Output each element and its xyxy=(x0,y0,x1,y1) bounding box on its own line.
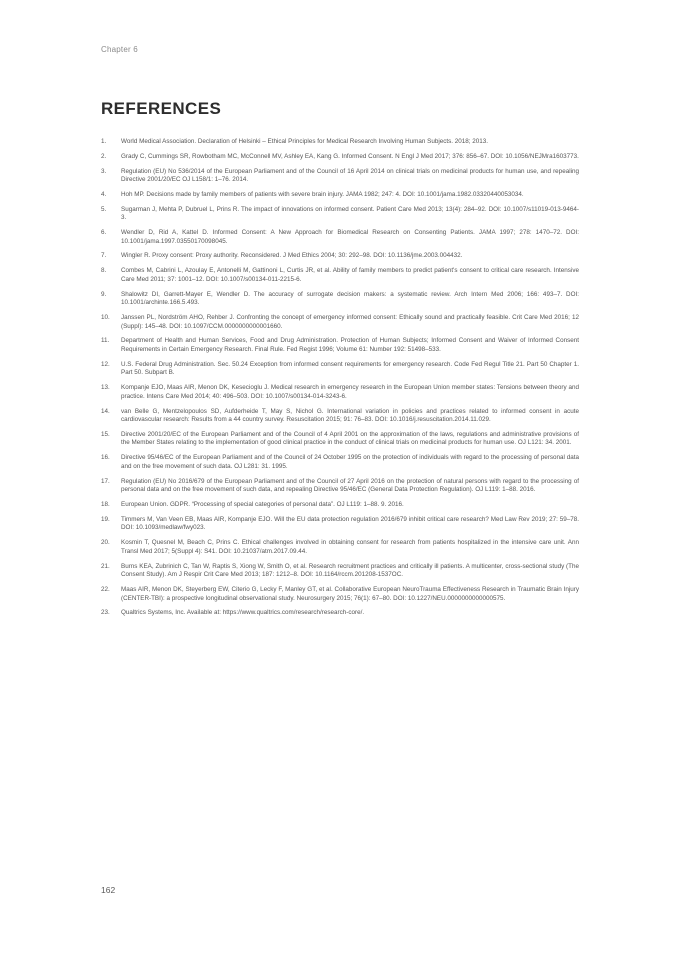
reference-item xyxy=(101,609,579,618)
reference-number: 2. xyxy=(101,152,107,160)
reference-list xyxy=(101,138,579,624)
reference-number: 10. xyxy=(101,314,110,321)
reference-text: Kompanje EJO, Maas AIR, Menon DK, Kesecioglu J. Medical research in emergency research in the European Union member states: Tensions between theory and practice. Intens Care Med 2014; 40: 496–503. DOI: 10.1007/s00134-014-3243-6. xyxy=(121,384,579,400)
reference-number: 8. xyxy=(101,267,107,275)
reference-item xyxy=(101,501,579,510)
reference-number: 12. xyxy=(101,360,110,368)
reference-item xyxy=(101,586,579,603)
reference-text: Sugarman J, Mehta P, Dubruel L, Prins R. The impact of innovations on informed consent. Patient Care Med 2013; 13(4): 284–92. DOI: 10.1007/s11019-013-9464-3. xyxy=(121,205,579,222)
reference-item xyxy=(101,478,579,495)
reference-item xyxy=(101,138,579,147)
reference-number: 20. xyxy=(101,539,110,547)
reference-item xyxy=(101,539,579,556)
reference-item xyxy=(101,563,579,580)
reference-text: Combes M, Cabrini L, Azoulay E, Antonelli M, Gattinoni L, Curtis JR, et al. Ability of family members to predict patient's consent to critical care research. Intensive Care Med 2011; 37: 1001–12. DOI: 10.1007/s00134-011-2215-6. xyxy=(121,267,579,283)
reference-item xyxy=(101,252,579,261)
reference-text: Wingler R. Proxy consent: Proxy authority. Reconsidered. J Med Ethics 2004; 30: 292–98. DOI: 10.1136/jme.2003.004432. xyxy=(121,252,463,260)
reference-number: 6. xyxy=(101,229,107,237)
reference-item xyxy=(101,191,579,200)
chapter-label: Chapter 6 xyxy=(101,45,138,54)
reference-text: Janssen PL, Nordström AHO, Rehber J. Confronting the concept of emergency informed consent: Ethically sound and practically feasible. Crit Care Med 2016; 12 (Suppl): 145–48. DOI: 10.1097/CCM.0000000000001660. xyxy=(121,314,579,330)
reference-text: Grady C, Cummings SR, Rowbotham MC, McConnell MV, Ashley EA, Kang G. Informed Consent. N Engl J Med 2017; 376: 856–67. DOI: 10.1056/NEJMra1603773. xyxy=(121,152,579,160)
reference-text: Wendler D, Rid A, Kattel D. Informed Consent: A New Approach for Biomedical Research on Consenting Patients. JAMA 1997; 278: 1470–72. DOI: 10.1001/jama.1997.03550170098045. xyxy=(121,229,579,245)
reference-text: U.S. Federal Drug Administration. Sec. 50.24 Exception from informed consent requirements for emergency research. Code Fed Regul Title 21. Part 50 Chapter 1. Part 50. Subpart B. xyxy=(121,360,579,377)
reference-text: Directive 95/46/EC of the European Parliament and of the Council of 24 October 1995 on the protection of individuals with regard to the processing of personal data and on the free movement of such data. OJ L281: 31. 1995. xyxy=(121,454,579,470)
reference-number: 22. xyxy=(101,585,110,593)
reference-number: 14. xyxy=(101,407,110,415)
reference-text: Directive 2001/20/EC of the European Parliament and of the Council of 4 April 2001 on the approximation of the laws, regulations and administrative provisions of the Member States relating to the implementation of good clinical practice in the conduct of clinical trials on medicinal products for human use. OJ L121: 34. 2001. xyxy=(121,430,579,447)
reference-text: European Union. GDPR. “Processing of special categories of personal data”. OJ L119: 1–88. 9. 2016. xyxy=(121,501,404,508)
reference-text: van Belle G, Mentzelopoulos SD, Aufderheide T, May S, Nichol G. International variation in policies and practices related to informed consent in acute cardiovascular research: Results from a 44 country survey. Resuscitation 2015; 91: 76–83. DOI: 10.1016/j.resuscitation.2014.11.029. xyxy=(121,407,579,424)
reference-item xyxy=(101,168,579,185)
page-number: 162 xyxy=(101,885,116,895)
reference-text: Kosmin T, Quesnel M, Beach C, Prins C. Ethical challenges involved in obtaining consent for research from patients hospitalized in the intensive care unit. Ann Transl Med 2017; 5(Suppl 4): S41. DOI: 10.21037/atm.2017.09.44. xyxy=(121,539,579,555)
reference-item xyxy=(101,314,579,331)
reference-text: World Medical Association. Declaration of Helsinki – Ethical Principles for Medical Research Involving Human Subjects. 2018; 2013. xyxy=(121,138,489,145)
reference-number: 15. xyxy=(101,430,110,438)
reference-number: 19. xyxy=(101,515,110,523)
reference-item xyxy=(101,291,579,308)
reference-number: 4. xyxy=(101,190,107,198)
reference-item xyxy=(101,384,579,401)
reference-item xyxy=(101,153,579,162)
reference-item xyxy=(101,229,579,246)
reference-number: 5. xyxy=(101,205,107,213)
reference-number: 18. xyxy=(101,501,110,508)
page-title: REFERENCES xyxy=(101,99,222,118)
reference-number: 7. xyxy=(101,252,107,260)
reference-text: Regulation (EU) No 536/2014 of the European Parliament and of the Council of 16 April 2014 on clinical trials on medicinal products for human use, and repealing Directive 2001/20/EC OJ L158/1: 1–76. 2014. xyxy=(121,167,579,184)
reference-item xyxy=(101,431,579,448)
reference-text: Shalowitz DI, Garrett-Mayer E, Wendler D. The accuracy of surrogate decision makers: a systematic review. Arch Intern Med 2006; 166: 493–7. DOI: 10.1001/archinte.166.5.493. xyxy=(121,290,579,307)
reference-text: Hoh MP. Decisions made by family members of patients with severe brain injury. JAMA 1982; 247: 4. DOI: 10.1001/jama.1982.03320440053034. xyxy=(121,190,524,198)
reference-item xyxy=(101,267,579,284)
reference-text: Burns KEA, Zubrinich C, Tan W, Raptis S, Xiong W, Smith O, et al. Research recruitment practices and critically ill patients. A multicenter, cross-sectional study (The Consent Study). Am J Respir Crit Care Med 2013; 187: 1212–8. DOI: 10.1164/rccm.201208-1537OC. xyxy=(121,562,579,579)
reference-item xyxy=(101,408,579,425)
reference-text: Timmers M, Van Veen EB, Maas AIR, Kompanje EJO. Will the EU data protection regulation 2016/679 inhibit critical care research? Med Law Rev 2019; 27: 59–78. DOI: 10.1093/medlaw/fwy023. xyxy=(121,515,579,532)
reference-item xyxy=(101,516,579,533)
reference-number: 9. xyxy=(101,290,107,298)
reference-text: Qualtrics Systems, Inc. Available at: https://www.qualtrics.com/research/research-core/. xyxy=(121,609,365,617)
reference-number: 21. xyxy=(101,562,110,570)
reference-number: 16. xyxy=(101,454,110,462)
reference-text: Department of Health and Human Services, Food and Drug Administration. Protection of Human Subjects; Informed Consent and Waiver of Informed Consent Requirements in Certain Emergency Research. Final Rule. Fed Regist 1996; Volume 61: Number 192: 51498–533. xyxy=(121,337,579,353)
reference-item xyxy=(101,361,579,378)
reference-number: 13. xyxy=(101,384,110,392)
reference-number: 3. xyxy=(101,167,107,175)
reference-item xyxy=(101,206,579,223)
reference-text: Maas AIR, Menon DK, Steyerberg EW, Citerio G, Lecky F, Manley GT, et al. Collaborative European NeuroTrauma Effectiveness Research in Traumatic Brain Injury (CENTER-TBI): a prospective longitudinal observational study. Neurosurgery 2015; 76(1): 67–80. DOI: 10.1227/NEU.0000000000000575. xyxy=(121,585,579,602)
reference-item xyxy=(101,454,579,471)
reference-number: 1. xyxy=(101,138,107,145)
reference-number: 11. xyxy=(101,337,110,345)
reference-number: 23. xyxy=(101,609,110,617)
reference-item xyxy=(101,337,579,354)
reference-number: 17. xyxy=(101,477,110,485)
reference-text: Regulation (EU) No 2016/679 of the European Parliament and of the Council of 27 April 2016 on the protection of natural persons with regard to the processing of personal data and on the free movement of such data, and repealing Directive 95/46/EC (General Data Protection Regulation). OJ L119: 1–88. 2016. xyxy=(121,477,579,494)
